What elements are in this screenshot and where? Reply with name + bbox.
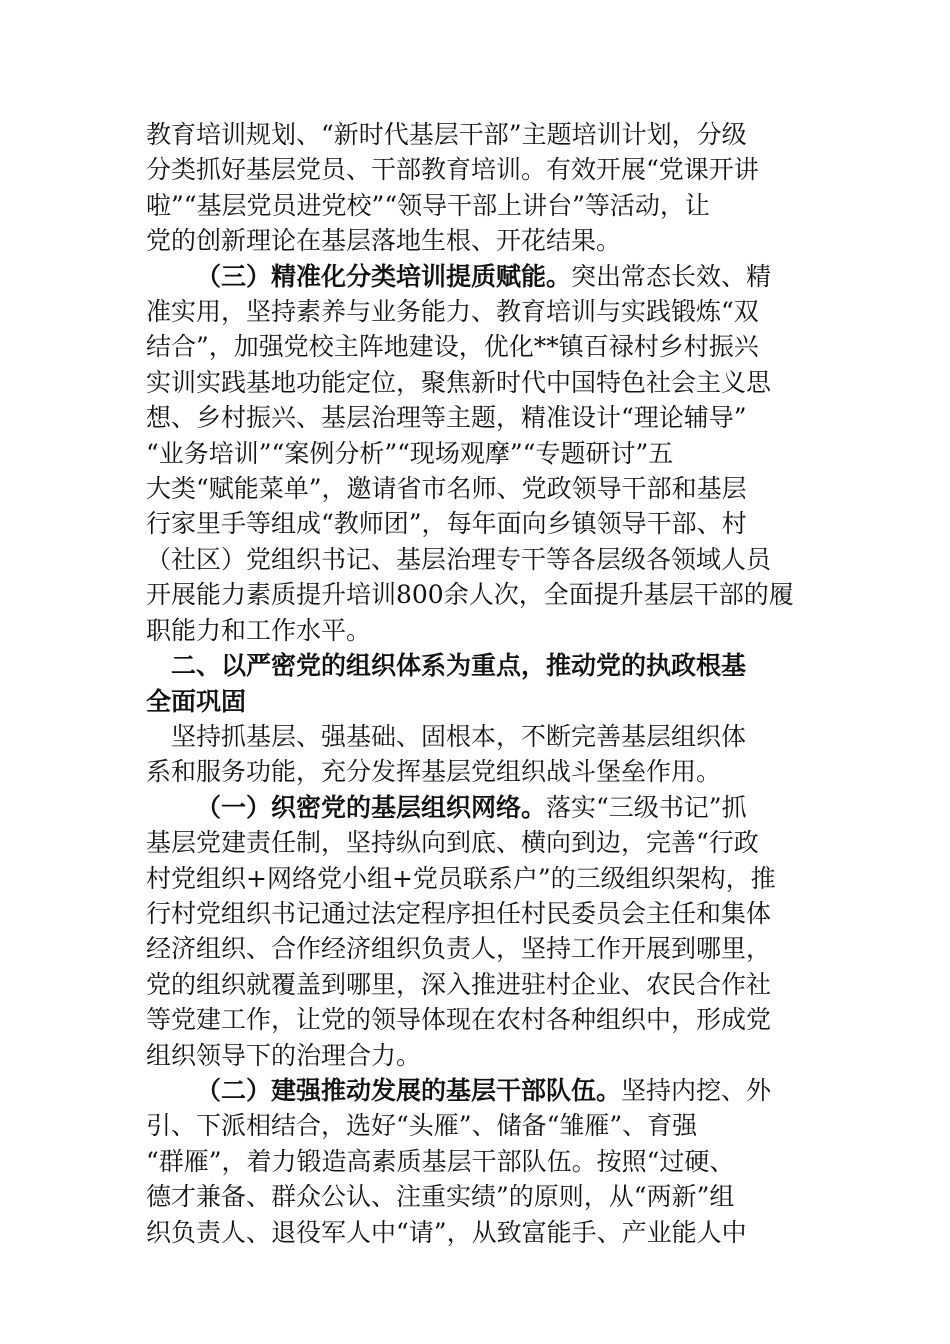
text-line: 教育培训规划、“新时代基层干部”主题培训计划，分级: [146, 120, 747, 149]
text-line: 想、乡村振兴、基层治理等主题，精准设计“理论辅导”: [146, 403, 747, 433]
text-line: 行家里手等组成“教师团”，每年面向乡镇领导干部、村: [146, 509, 747, 539]
subsection-title: （一）织密党的基层组织网络。: [196, 792, 547, 822]
text-line: 分类抓好基层党员、干部教育培训。有效开展“党课开讲: [146, 155, 759, 185]
text-line: 引、下派相结合，选好“头雁”、储备“雏雁”、育强: [146, 1111, 698, 1141]
text-line: “业务培训”“案例分析”“现场观摩”“专题研讨”五: [146, 438, 674, 468]
text-line: 组织领导下的治理合力。: [146, 1040, 422, 1070]
text-line: [146, 259, 806, 294]
heading-line: 全面巩固: [146, 686, 247, 716]
text-line: “群雁”，着力锻造高素质基层干部队伍。按照“过硬、: [146, 1146, 735, 1176]
paragraph-organization-network: [146, 790, 806, 1073]
paragraph-cadre-team: [146, 1073, 806, 1250]
text-run: 突出常态长效、精: [571, 261, 772, 291]
text-line: [146, 790, 806, 825]
text-line: 等党建工作，让党的领导体现在农村各种组织中，形成党: [146, 1005, 772, 1035]
section-heading: [146, 648, 806, 719]
text-line: 职能力和工作水平。: [146, 615, 372, 645]
text-line: 准实用，坚持素养与业务能力、教育培训与实践锻炼“双: [146, 297, 759, 327]
text-line: 基层党建责任制，坚持纵向到底、横向到边，完善“行政: [146, 828, 759, 858]
document-page: [146, 117, 806, 1250]
text-line: 村党组织+网络党小组+党员联系户”的三级组织架构，推: [146, 863, 776, 893]
paragraph-precision-training: [146, 259, 806, 648]
text-line: 大类“赋能菜单”，邀请省市名师、党政领导干部和基层: [146, 474, 747, 504]
text-line: 德才兼备、群众公认、注重实绩”的原则，从“两新”组: [146, 1182, 735, 1212]
heading-line: 二、以严密党的组织体系为重点，推动党的执政根基: [171, 651, 747, 681]
text-line: 开展能力素质提升培训800余人次，全面提升基层干部的履: [146, 580, 794, 610]
text-run: 坚持内挖、外: [621, 1075, 772, 1105]
text-line: 坚持抓基层、强基础、固根本，不断完善基层组织体: [171, 721, 747, 751]
text-line: 党的创新理论在基层落地生根、开花结果。: [146, 226, 622, 256]
text-line: 实训实践基地功能定位，聚焦新时代中国特色社会主义思: [146, 367, 772, 397]
text-line: 行村党组织书记通过法定程序担任村民委员会主任和集体: [146, 898, 772, 928]
subsection-title: （三）精准化分类培训提质赋能。: [196, 261, 572, 291]
text-line: 结合”，加强党校主阵地建设，优化**镇百禄村乡村振兴: [146, 332, 759, 362]
text-line: 党的组织就覆盖到哪里，深入推进驻村企业、农民合作社: [146, 969, 772, 999]
text-run: 落实“三级书记”抓: [546, 792, 747, 822]
paragraph-training-plan: [146, 117, 806, 259]
paragraph-section-intro: [146, 719, 806, 790]
subsection-title: （二）建强推动发展的基层干部队伍。: [196, 1075, 622, 1105]
text-line: （社区）党组织书记、基层治理专干等各层级各领域人员: [146, 544, 772, 574]
text-line: [146, 1073, 806, 1108]
text-line: 织负责人、退役军人中“请”，从致富能手、产业能人中: [146, 1217, 747, 1247]
text-line: 经济组织、合作经济组织负责人，坚持工作开展到哪里，: [146, 934, 772, 964]
text-line: 系和服务功能，充分发挥基层党组织战斗堡垒作用。: [146, 757, 722, 787]
text-line: 啦”“基层党员进党校”“领导干部上讲台”等活动，让: [146, 190, 710, 220]
